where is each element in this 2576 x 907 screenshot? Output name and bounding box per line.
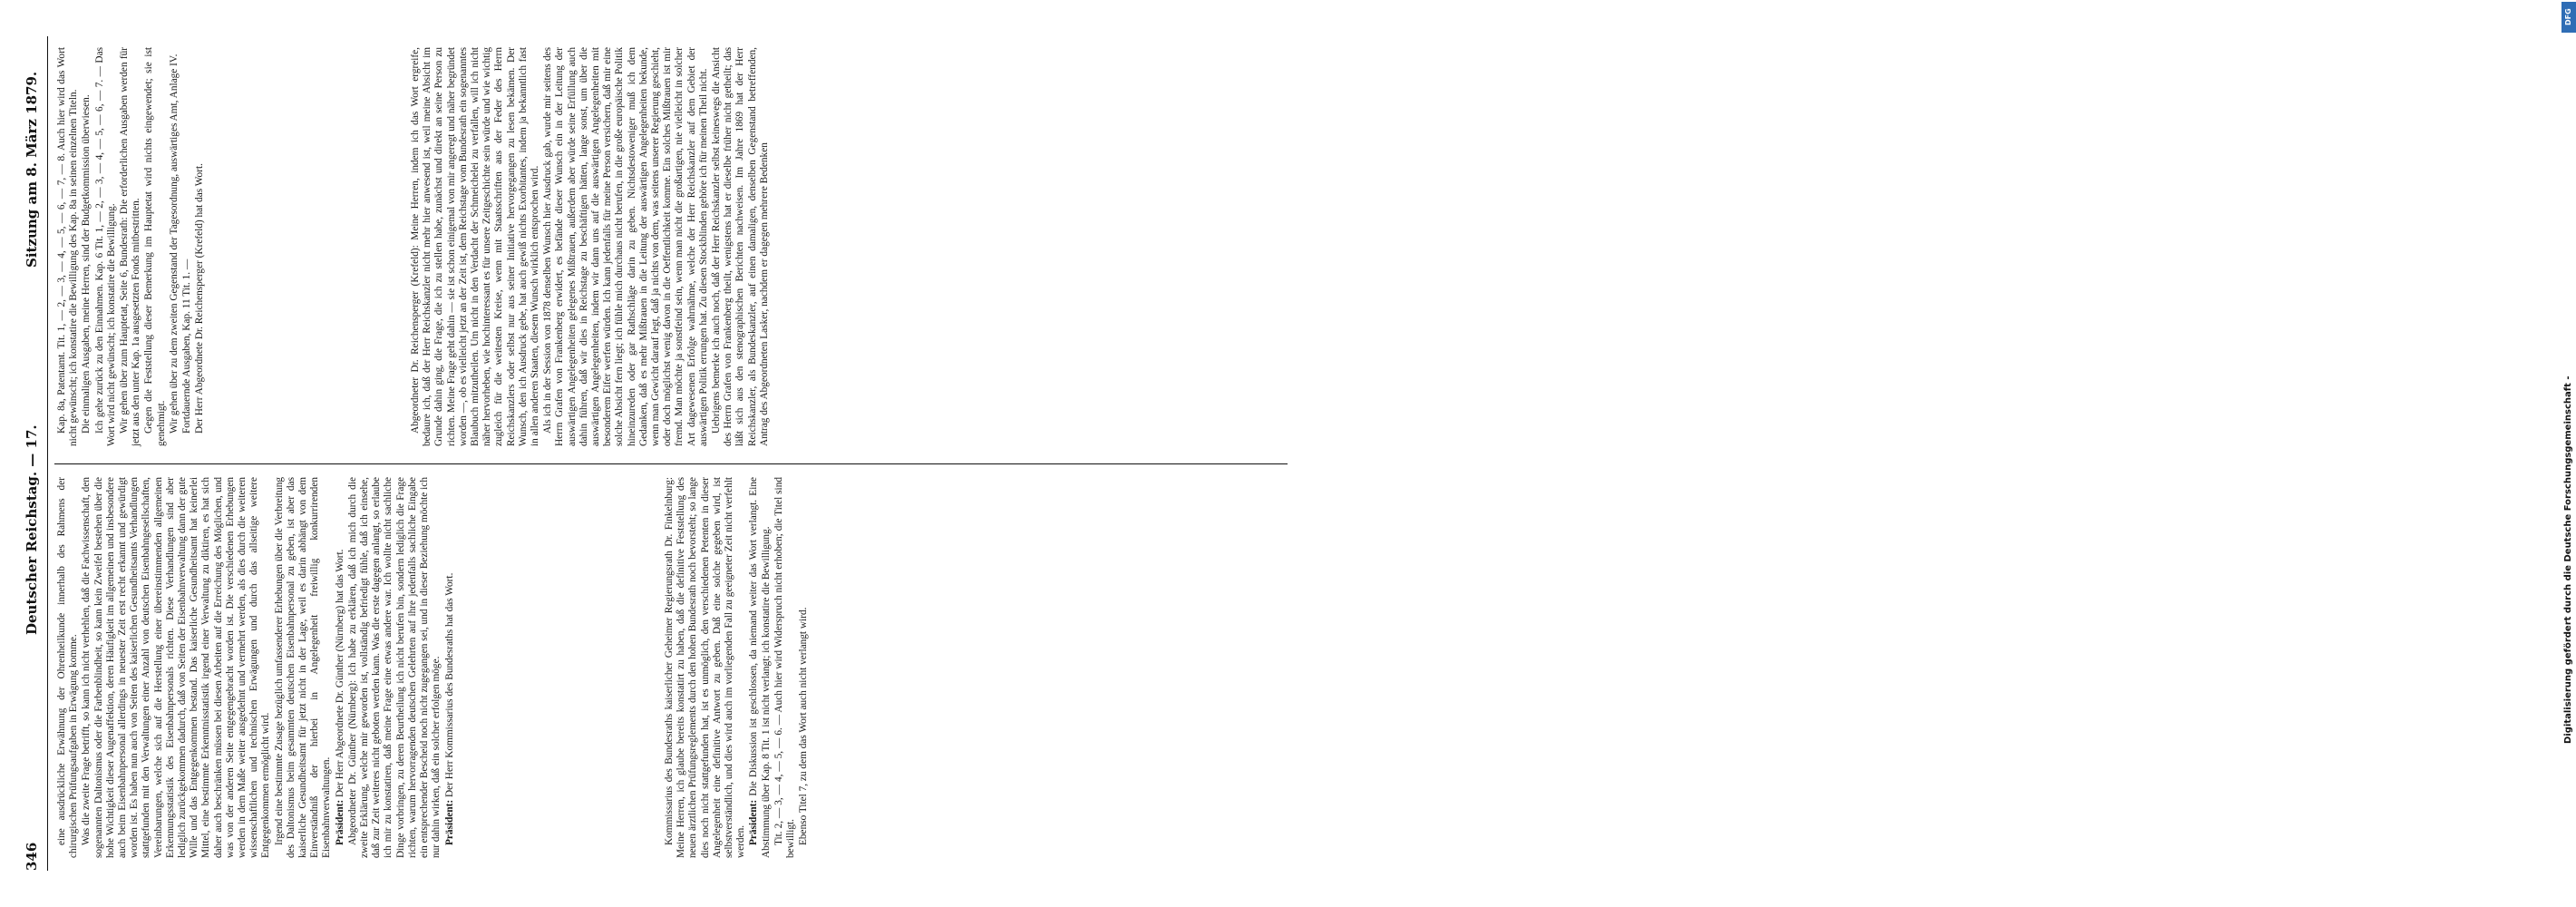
speaker-label: Präsident: xyxy=(334,799,345,845)
paragraph-text: Fortdauernde Ausgaben, Kap. 11 Tit. 1. — xyxy=(181,258,193,434)
paragraph-text: Wir gehen über zum Hauptetat, Seite 6, Bundesrath: Die erforderlichen Ausgaben werden für jetzt aus den unter Kap. 1a ausgesetzten Fonds mitbestritten. xyxy=(119,47,142,446)
paragraph xyxy=(56,477,80,858)
paragraph-text: Irgend eine bestimmte Zusage bezüglich umfassenderer Erhebungen über die Verbreitung des Daltonismus beim gesammten deutschen Eisenbahnpersonal zu geben, ist aber das kaiserliche Gesundheitsamt für jetzt nicht in der Lage, weil es darin abhängt von dem Einverständniß der hierbei in Angelegenheit freiwillig konkurrirenden Eisenbahnverwaltungen. xyxy=(273,477,333,858)
paragraph xyxy=(335,477,346,858)
paragraph xyxy=(56,47,80,446)
paragraph xyxy=(347,477,443,858)
paragraph-text: Kap. 8a, Patentamt. Tit. 1, — 2, — 3, — 4, — 5, — 6, — 7, — 8. Auch hier wird das Wort nicht gewünscht; ich konstatire die Bewilligung des Kap. 8a in seinen einzelnen Titeln. xyxy=(56,47,80,446)
paragraph xyxy=(119,47,142,446)
paragraph-text: Wir gehen über zu dem zweiten Gegenstand der Tagesordnung, auswärtiges Amt, Anlage IV. xyxy=(168,54,180,434)
dfg-logo: DFG xyxy=(2561,2,2576,33)
paragraph-text: Die Diskussion ist geschlossen, da niemand weiter das Wort verlangt. Eine Abstimmung über Kap. 8 Tit. 1 ist nicht verlangt; ich konstatire die Bewilligung. xyxy=(748,477,772,858)
right-page-column-1 xyxy=(56,47,401,446)
paragraph-text: Gegen die Feststellung dieser Bemerkung im Hauptetat wird nichts eingewendet; sie ist genehmigt. xyxy=(143,47,167,446)
paragraph-text: Uebrigens bemerke ich auch noch, daß der Herr Reichskanzler selbst keineswegs die Ansicht des Herrn Grafen von Frankenberg theilt, wenigstens hat er dieselbe früher nicht getheilt; das läßt sich aus den stenographischen Berichten nachweisen. Im Jahre 1869 hat der Herr Reichskanzler, als Bundeskanzler, auf einen damaligen, denselben Gegenstand betreffenden, Antrag des Abgeordneten Lasker, nachdem er dagegen mehrere Bedenken xyxy=(711,47,770,446)
paragraph-text: Als ich in der Session von 1878 denselben Wunsch hier Ausdruck gab, wurde mir seitens des Herrn Grafen von Frankenberg erwidert, es befände dieser Wunsch ein in der Leitung der auswärtigen Angelegenheiten gelegenes Mißtrauen, außerdem aber würde seine Erfüllung auch dahin führen, daß wir dies in Reichstage zu beschäftigen hätten, lange sonst, um über die auswärtigen Angelegenheiten, indem wir dann uns auf die auswärtigen Angelegenheiten mit besonderem Eifer werfen würden. Ich kann jedenfalls für meine Person versichern, daß mir eine solche Absicht fern liegt; ich fühle mich durchaus nicht berufen, in die große europäische Politik hineinzureden oder gar Rathschläge darin zu geben. Nichtsdestoweniger muß ich dem Gedanken, daß es mehr Mißtrauen in die Leitung der auswärtigen Angelegenheiten bekunde, wenn man Gewicht darauf legt, daß ja nichts von dem, was seitens unserer Regierung geschieht, oder doch möglichst wenig davon in die Oeffentlichkeit komme. Ein solches Mißtrauen ist mir fremd. Man möchte ja sonstfeind sein, wenn man nicht die großartigen, nie vielleicht in solcher Art dagewesenen Erfolge wahrnähme, welche der Herr Reichskanzler auf dem Gebiet der auswärtigen Politik errungen hat. Zu diesen Stockblinden gehöre ich für meinen Theil nicht. xyxy=(542,47,709,446)
paragraph-text: Der Herr Abgeordnete Dr. Reichensperger (Krefeld) hat das Wort. xyxy=(194,163,206,434)
column-divider xyxy=(54,463,1288,464)
paragraph xyxy=(181,47,193,446)
paragraph xyxy=(274,477,334,858)
right-running-head: Sitzung am 8. März 1879. xyxy=(24,71,40,268)
paragraph xyxy=(664,477,747,858)
paragraph xyxy=(81,47,92,446)
speaker-label: Präsident: xyxy=(443,799,455,845)
paragraph xyxy=(798,477,810,858)
paragraph xyxy=(711,47,771,446)
running-header xyxy=(15,0,51,907)
paragraph xyxy=(143,47,167,446)
attribution-strip xyxy=(1280,0,2573,907)
paragraph xyxy=(773,477,797,858)
paragraph-text: Abgeordneter Dr. Günther (Nürnberg): Ich habe zu erklären, daß ich mich durch die zweite Erklärung, welche mir geworden ist, vollständig befriedigt fühle, daß ich einsehe, daß zur Zeit weiteres nicht geboten werden kann. Was die erste dagegen anlangt, so erlaube ich mir zu konstatiren, daß meine Frage eine etwas andere war. Ich wollte nicht sachliche Dinge vorbringen, zu deren Beurtheilung ich nicht berufen bin, sondern lediglich die Frage richten, warum hervorragenden deutschen Gelehrten auf ihre jedenfalls sachliche Eingabe ein entsprechender Bescheid noch nicht zugegangen sei, und in dieser Beziehung möchte ich nur dahin wirken, daß ein solcher erfolgen möge. xyxy=(346,477,442,858)
page-number: 346 xyxy=(24,842,40,871)
paragraph xyxy=(748,477,772,858)
paragraph-text: Der Herr Kommissarius des Bundesraths hat das Wort. xyxy=(443,572,455,800)
paragraph xyxy=(81,477,272,858)
right-page-column-2 xyxy=(410,47,1286,446)
left-page-column-2 xyxy=(664,477,1286,858)
header-rule xyxy=(47,36,48,871)
paragraph xyxy=(542,47,710,446)
paragraph-text: Abgeordneter Dr. Reichensperger (Krefeld): Meine Herren, indem ich das Wort ergreife, bedaure ich, daß der Herr Reichskanzler nicht mehr hier anwesend ist, weil meine Absicht im Grunde dahin ging, die Frage, die ich zu stellen habe, zunächst und direkt an seine Person zu richten. Meine Frage geht dahin — sie ist schon einigemal von mir angeregt und näher begründet worden —, ob es vielleicht jetzt an der Zeit ist, dem Reichstage vom Bundesrath ein sogenanntes Blaubuch mitzutheilen. Um nicht in den Verdacht der Schmeichelei zu verfallen, will ich nicht näher hervorheben, wie hochinteressant es für unsere Zeitgeschichte sein würde und wie wichtig zugleich für die weitesten Kreise, wenn mit Staatsschriften aus der Feder des Herrn Reichskanzlers oder selbst nur aus seiner Initiative hervorgegangen zu lesen bekämen. Der Wunsch, den ich Ausdruck gebe, hat auch gewiß nichts Exorbitantes, indem ja bekanntlich fast in allen anderen Staaten, diesem Wunsch wirklich entsprochen wird. xyxy=(410,47,541,446)
paragraph-text: Tit. 2, — 3, — 4, — 5, — 6. — Auch hier wird Widerspruch nicht erhoben; die Titel sind bewilligt. xyxy=(773,477,797,858)
paragraph-text: eine ausdrückliche Erwähnung der Ohrenheilkunde innerhalb des Rahmens der chirurgischen Prüfungsaufgaben in Erwägung komme. xyxy=(56,477,80,858)
paragraph-text: Die einmaligen Ausgaben, meine Herren, sind der Budgetkommission überwiesen. xyxy=(81,94,92,434)
paragraph xyxy=(194,47,206,446)
paragraph xyxy=(444,477,456,858)
paragraph-text: Ich gehe zurück zu den Einnahmen. Kap. 6 Tit. 1, — 2, — 3, — 4, — 5, — 6, — 7. — Das Wort wird nicht gewünscht; ich konstatire die Bewilligung. xyxy=(93,47,117,446)
paragraph-text: Was die zweite Frage betrifft, so kann ich nicht verhehlen, daß die Fachwissenschaft, den sogenannten Daltonismus oder die Farbenblindheit, so kann kein Zweifel bestehen über die hohe Wichtigkeit dieser Augenaffektion, deren Häufigkeit im allgemeinen und insbesondere auch beim Eisenbahnpersonal allerdings in neuester Zeit erst recht erkannt und gewürdigt worden ist. Es haben nun auch von Seiten des kaiserlichen Gesundheitsamts Verhandlungen stattgefunden mit den Verwaltungen einer Anzahl von deutschen Eisenbahngesellschaften, Vereinbarungen, welche sich auf die Herstellung einer übereinstimmenden allgemeinen Erkennungsstatistik des Eisenbahnpersonals richten. Diese Verhandlungen sind aber lediglich zurückgekommen dadurch, daß von Seiten der Eisenbahnverwaltung dann der gute Wille und das Entgegenkommen bestand. Das kaiserliche Gesundheitsamt hat keinerlei Mittel, eine bestimmte Erkenntnisstatistik irgend einer Verwaltung zu diktiren, es hat sich daher auch beschränken müssen bei diesen Arbeiten auf die Erreichung des Möglichen, und was von der anderen Seite entgegengebracht worden ist. Die verschiedenen Erhebungen werden in dem Maße weiter ausgedehnt und vermehrt werden, als dies durch die weiteren wissenschaftlichen und technischen Erwägungen und durch das allseitige weitere Entgegenkommen ermöglicht wird. xyxy=(81,477,272,858)
attribution-text: Digitalisierung gefördert durch die Deutsche Forschungsgemeinschaft - xyxy=(2563,375,2573,744)
paragraph xyxy=(169,47,180,446)
left-page-column-1 xyxy=(56,477,650,858)
paragraph xyxy=(94,47,118,446)
paragraph-text: Ebenso Titel 7, zu dem das Wort auch nicht verlangt wird. xyxy=(798,607,810,845)
paragraph-text: Kommissarius des Bundesraths kaiserlicher Geheimer Regierungsrath Dr. Finkelnburg: Meine Herren, ich glaube bereits konstatirt zu haben, daß die definitive Feststellung des neuen ärztlichen Prüfungsreglements durch den hohen Bundesrath noch bevorsteht; so lange dies noch nicht stattgefunden hat, ist es unmöglich, den verschiedenen Petenten in dieser Angelegenheit eine definitive Antwort zu geben. Daß eine solche gegeben wird, ist selbstverständlich, und dies wird auch im vorliegenden Fall zu geeigneter Zeit nicht verfehlt werden. xyxy=(664,477,747,858)
speaker-label: Präsident: xyxy=(748,799,760,845)
left-running-head: Deutscher Reichstag. — 17. xyxy=(24,424,40,635)
paragraph xyxy=(410,47,541,446)
paragraph-text: Der Herr Abgeordnete Dr. Günther (Nürnberg) hat das Wort. xyxy=(334,549,345,800)
